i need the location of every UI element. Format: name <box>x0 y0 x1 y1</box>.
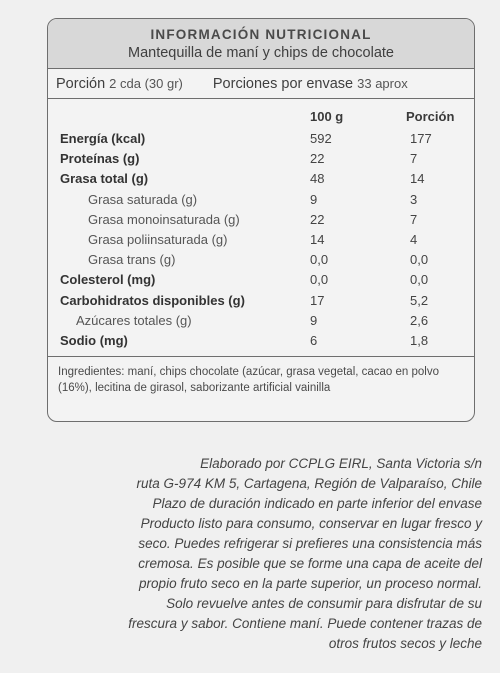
ingredients-text: Ingredientes: maní, chips chocolate (azúcar, grasa vegetal, cacao en polvo (16%), lecitina de girasol, saborizante artificial vainilla <box>58 366 440 394</box>
serving-label: Porción <box>56 75 106 92</box>
footer-line: Producto listo para consumo, conservar en lugar fresco y <box>140 516 482 531</box>
value-portion: 7 <box>410 151 418 167</box>
nutrient-name: Azúcares totales (g) <box>76 312 192 328</box>
footer-line: otros frutos secos y leche <box>328 636 482 651</box>
footer-line: Solo revuelve antes de consumir para disfrutar de su <box>166 596 482 611</box>
table-row <box>48 151 474 171</box>
table-row <box>48 293 474 313</box>
column-header-100g: 100 g <box>310 109 344 124</box>
table-row <box>48 171 474 191</box>
value-100g: 592 <box>310 131 332 146</box>
value-portion: 0,0 <box>410 252 429 268</box>
footer-line: Plazo de duración indicado en parte inferior del envase <box>152 496 482 511</box>
nutrient-name: Energía (kcal) <box>60 131 146 146</box>
value-100g: 48 <box>310 171 325 187</box>
value-portion: 1,8 <box>410 333 429 348</box>
nutrient-name: Grasa monoinsaturada (g) <box>88 211 240 227</box>
footer-line: seco. Puedes refrigerar si prefieres una consistencia más <box>138 536 482 551</box>
serving-row <box>48 69 474 99</box>
value-portion: 5,2 <box>410 292 429 308</box>
value-100g: 6 <box>310 333 318 348</box>
nutrient-name: Grasa poliinsaturada (g) <box>88 232 228 247</box>
value-100g: 9 <box>310 312 318 328</box>
nutrient-name: Proteínas (g) <box>60 151 140 167</box>
value-100g: 14 <box>310 232 325 247</box>
value-portion: 4 <box>410 232 418 247</box>
value-100g: 22 <box>310 211 325 227</box>
nutrient-name: Carbohidratos disponibles (g) <box>60 292 245 308</box>
table-row <box>48 232 474 252</box>
table-row <box>48 272 474 292</box>
footer-line: frescura y sabor. Contiene maní. Puede contener trazas de <box>128 616 482 631</box>
label-title: INFORMACIÓN NUTRICIONAL <box>150 27 372 42</box>
servings-per-container-value: 33 aprox <box>357 76 408 91</box>
servings-per-container-label: Porciones por envase <box>212 75 354 92</box>
value-portion: 177 <box>410 131 432 146</box>
table-row <box>48 333 474 353</box>
nutrient-name: Colesterol (mg) <box>60 272 156 288</box>
table-row <box>48 131 474 151</box>
value-portion: 3 <box>410 191 418 207</box>
value-portion: 14 <box>410 171 425 187</box>
product-name: Mantequilla de maní y chips de chocolate <box>128 45 394 61</box>
footer-line: propio fruto seco en la parte superior, un proceso normal. <box>139 576 482 591</box>
value-100g: 22 <box>310 151 325 167</box>
nutrient-name: Grasa saturada (g) <box>88 191 198 207</box>
nutrition-label <box>47 18 475 422</box>
nutrient-name: Grasa trans (g) <box>88 252 176 268</box>
table-row <box>48 313 474 333</box>
serving-value: 2 cda (30 gr) <box>109 76 183 91</box>
value-portion: 2,6 <box>410 312 429 328</box>
value-100g: 0,0 <box>310 252 329 268</box>
table-row <box>48 212 474 232</box>
value-100g: 9 <box>310 191 318 207</box>
table-row <box>48 252 474 272</box>
table-row <box>48 192 474 212</box>
value-100g: 0,0 <box>310 272 329 288</box>
footer-line: cremosa. Es posible que se forme una capa de aceite del <box>138 556 482 571</box>
footer-text <box>22 454 482 654</box>
label-header <box>48 19 474 69</box>
value-portion: 7 <box>410 211 418 227</box>
footer-line: Elaborado por CCPLG EIRL, Santa Victoria s/n <box>200 456 482 471</box>
value-100g: 17 <box>310 292 325 308</box>
nutrition-table <box>48 99 474 357</box>
footer-line: ruta G-974 KM 5, Cartagena, Región de Valparaíso, Chile <box>136 476 482 491</box>
value-portion: 0,0 <box>410 272 429 288</box>
nutrient-name: Sodio (mg) <box>60 333 128 348</box>
nutrient-name: Grasa total (g) <box>60 171 149 187</box>
column-header-portion: Porción <box>406 109 455 124</box>
